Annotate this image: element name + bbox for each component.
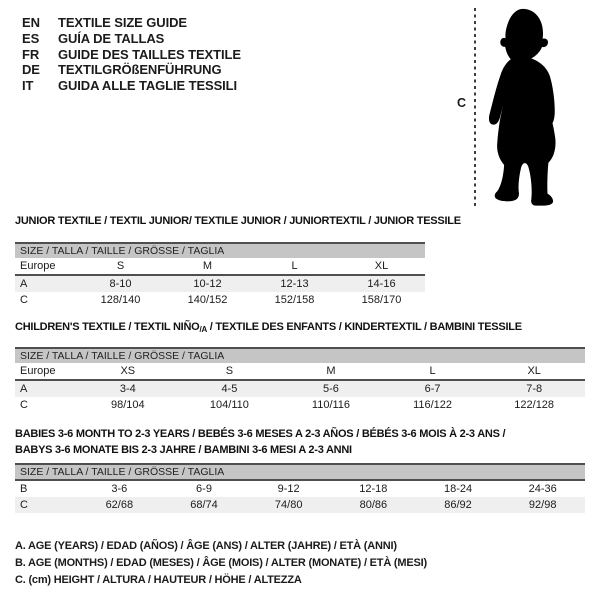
babies-title-line1: BABIES 3-6 MONTH TO 2-3 YEARS / BEBÉS 3-6 MESES A 2-3 AÑOS / BÉBÉS 3-6 MOIS À 2-3 ANS / — [15, 428, 506, 440]
language-title: GUIDE DES TAILLES TEXTILE — [58, 46, 241, 62]
size-value: 104/110 — [209, 399, 249, 411]
babies-table-title — [15, 426, 505, 458]
language-code: IT — [22, 78, 34, 94]
size-value: 12-18 — [359, 483, 388, 495]
language-title: GUÍA DE TALLAS — [58, 30, 165, 46]
language-code: DE — [22, 62, 40, 78]
region-label: Europe — [20, 365, 56, 377]
column-header-row — [15, 363, 585, 381]
column-header: L — [291, 260, 298, 272]
size-value: 152/158 — [274, 294, 315, 306]
language-code: EN — [22, 15, 40, 30]
row-label: B — [20, 483, 28, 495]
table-row — [15, 481, 585, 497]
height-measure-figure — [440, 0, 600, 215]
column-header: XL — [527, 365, 541, 377]
size-value: 6-9 — [196, 483, 212, 495]
size-value: 5-6 — [323, 383, 339, 395]
language-title: GUIDA ALLE TAGLIE TESSILI — [58, 78, 238, 94]
babies-size-table — [15, 463, 585, 513]
size-value: 7-8 — [526, 383, 543, 395]
children-title-post: / TEXTILE DES ENFANTS / KINDERTEXTIL / BAMBINI TESSILE — [206, 321, 522, 333]
language-row — [22, 15, 241, 31]
row-label: C — [20, 399, 28, 411]
children-title-subscript: /A — [199, 325, 207, 334]
size-value: 6-7 — [424, 383, 441, 395]
language-row — [22, 78, 241, 94]
size-value: 92/98 — [528, 499, 557, 511]
footnote-age-months: B. AGE (MONTHS) / EDAD (MESES) / ÂGE (MOIS) / ALTER (MONATE) / ETÀ (MESI) — [15, 557, 427, 569]
language-row — [22, 62, 241, 78]
language-title: TEXTILGRÖßENFÜHRUNG — [58, 62, 222, 78]
table-row — [15, 497, 585, 513]
size-value: 18-24 — [443, 483, 473, 495]
height-measure-label: C — [457, 96, 467, 110]
table-row — [15, 276, 425, 292]
size-value: 68/74 — [190, 499, 218, 511]
footnote-height-cm: C. (cm) HEIGHT / ALTURA / HAUTEUR / HÖHE / ALTEZZA — [15, 574, 302, 586]
size-value: 8-10 — [109, 278, 132, 290]
junior-size-table — [15, 242, 425, 308]
region-label: Europe — [20, 260, 56, 272]
footnote-age-years: A. AGE (YEARS) / EDAD (AÑOS) / ÂGE (ANS) / ALTER (JAHRE) / ETÀ (ANNI) — [15, 540, 397, 552]
size-value: 3-4 — [119, 383, 136, 395]
language-code: FR — [22, 46, 40, 62]
size-value: 158/170 — [361, 294, 402, 306]
size-value: 62/68 — [105, 499, 134, 511]
table-row — [15, 381, 585, 397]
height-dashed-line — [474, 8, 476, 208]
row-label: C — [20, 499, 28, 511]
column-header: L — [429, 365, 436, 377]
babies-title-line2: BABYS 3-6 MONATE BIS 2-3 JAHRE / BAMBINI 3-6 MESI A 2-3 ANNI — [15, 444, 352, 456]
column-header: M — [326, 365, 336, 377]
size-value: 110/116 — [311, 399, 351, 411]
size-value: 140/152 — [187, 294, 228, 306]
size-header-bar: SIZE / TALLA / TAILLE / GRÖSSE / TAGLIA — [15, 465, 585, 481]
table-row — [15, 292, 425, 308]
size-value: 80/86 — [359, 499, 388, 511]
size-header-bar: SIZE / TALLA / TAILLE / GRÖSSE / TAGLIA — [15, 349, 585, 363]
size-value: 74/80 — [274, 499, 303, 511]
size-value: 24-36 — [528, 483, 557, 495]
language-row — [22, 47, 241, 63]
size-value: 98/104 — [110, 399, 145, 411]
size-value: 122/128 — [514, 399, 555, 411]
children-table-title — [15, 321, 522, 334]
size-value: 10-12 — [193, 278, 222, 290]
column-header: S — [116, 260, 125, 272]
table-row — [15, 397, 585, 413]
language-heading-list — [22, 15, 241, 94]
children-title-pre: CHILDREN'S TEXTILE / TEXTIL NIÑO — [15, 321, 200, 333]
size-value: 4-5 — [221, 383, 238, 395]
size-value: 9-12 — [277, 483, 300, 495]
language-row — [22, 31, 241, 47]
junior-table-title: JUNIOR TEXTILE / TEXTIL JUNIOR/ TEXTILE JUNIOR / JUNIORTEXTIL / JUNIOR TESSILE — [15, 215, 461, 227]
size-value: 128/140 — [100, 294, 141, 306]
row-label: A — [20, 383, 28, 395]
column-header: S — [225, 365, 234, 377]
language-code: ES — [22, 30, 40, 46]
row-label: C — [20, 294, 28, 306]
size-value: 116/122 — [413, 399, 453, 411]
toddler-silhouette — [480, 6, 570, 208]
size-value: 86/92 — [444, 499, 472, 511]
children-size-table — [15, 347, 585, 413]
column-header-row — [15, 258, 425, 276]
language-title: TEXTILE SIZE GUIDE — [58, 15, 187, 30]
size-value: 3-6 — [111, 483, 128, 495]
row-label: A — [20, 278, 28, 290]
size-value: 14-16 — [367, 278, 396, 290]
size-header-bar: SIZE / TALLA / TAILLE / GRÖSSE / TAGLIA — [15, 244, 425, 258]
footnote-legend — [15, 538, 427, 589]
size-value: 12-13 — [280, 278, 309, 290]
column-header: M — [202, 260, 213, 272]
column-header: XS — [120, 365, 136, 377]
column-header: XL — [374, 260, 389, 272]
